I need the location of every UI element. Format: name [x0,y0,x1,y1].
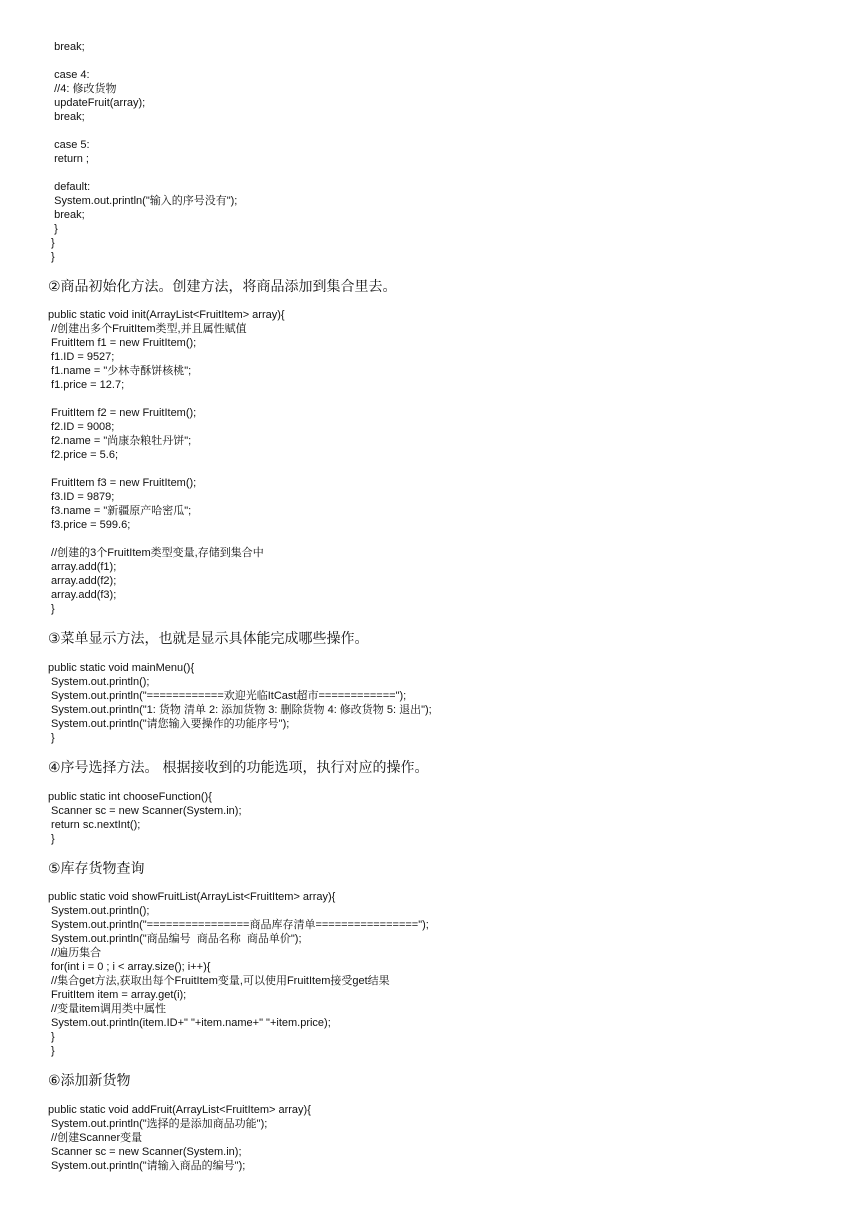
blank-line [48,124,237,138]
code-line: public static void init(ArrayList<FruitItem> array){ [48,309,285,321]
code-line: f2.name = "尚康杂粮牡丹饼"; [48,435,192,447]
code-line: public static int chooseFunction(){ [48,791,212,803]
code-line: Scanner sc = new Scanner(System.in); [48,805,242,817]
heading-init-method: ②商品初始化方法。创建方法，将商品添加到集合里去。 [48,278,397,294]
code-line: f3.name = "新疆原产哈密瓜"; [48,505,192,517]
code-line: f1.ID = 9527; [48,351,115,363]
code-block-switch-tail [48,40,237,264]
code-line: System.out.println("================商品库存清单================"); [48,919,429,931]
code-line: f2.price = 5.6; [48,449,119,461]
code-line: array.add(f2); [48,575,117,587]
code-line: //集合get方法,获取出每个FruitItem变量,可以使用FruitItem接受get结果 [48,975,390,987]
code-line: FruitItem item = array.get(i); [48,989,187,1001]
code-line: } [48,833,55,845]
code-line: //创建出多个FruitItem类型,并且属性赋值 [48,323,247,335]
code-line: System.out.println("============欢迎光临ItCast超市============"); [48,690,407,702]
code-line: //4: 修改货物 [48,83,117,95]
heading-show-fruit-list: ⑤库存货物查询 [48,860,145,876]
code-line: System.out.println(item.ID+" "+item.name+" "+item.price); [48,1017,331,1029]
code-line: break; [48,111,85,123]
code-block-add-fruit [48,1103,311,1173]
code-line: } [48,237,55,249]
code-line: //变量item调用类中属性 [48,1003,166,1015]
code-line: System.out.println(); [48,905,150,917]
code-line: } [48,251,55,263]
code-line: break; [48,41,85,53]
code-line: array.add(f1); [48,561,117,573]
heading-add-fruit: ⑥添加新货物 [48,1072,131,1088]
code-line: for(int i = 0 ; i < array.size(); i++){ [48,961,211,973]
code-line: f3.ID = 9879; [48,491,115,503]
code-line: System.out.println("请您输入要操作的功能序号"); [48,718,290,730]
code-line: case 5: [48,139,90,151]
code-line: f1.price = 12.7; [48,379,125,391]
code-block-main-menu [48,661,432,745]
blank-line [48,54,237,68]
blank-line [48,392,285,406]
code-line: System.out.println(); [48,676,150,688]
blank-line [48,462,285,476]
code-line: break; [48,209,85,221]
code-line: //遍历集合 [48,947,102,959]
code-line: System.out.println("1: 货物 清单 2: 添加货物 3: 删除货物 4: 修改货物 5: 退出"); [48,704,432,716]
code-line: System.out.println("商品编号 商品名称 商品单价"); [48,933,302,945]
code-line: } [48,1031,55,1043]
code-line: //创建Scanner变量 [48,1132,143,1144]
blank-line [48,166,237,180]
code-line: return ; [48,153,89,165]
code-line: updateFruit(array); [48,97,146,109]
code-line: f3.price = 599.6; [48,519,131,531]
code-line: System.out.println("请输入商品的编号"); [48,1160,246,1172]
code-block-show-fruit-list [48,890,429,1058]
code-line: FruitItem f2 = new FruitItem(); [48,407,197,419]
code-line: } [48,1045,55,1057]
code-line: FruitItem f1 = new FruitItem(); [48,337,197,349]
code-line: public static void mainMenu(){ [48,662,195,674]
code-line: } [48,603,55,615]
code-line: FruitItem f3 = new FruitItem(); [48,477,197,489]
code-line: Scanner sc = new Scanner(System.in); [48,1146,242,1158]
code-line: System.out.println("输入的序号没有"); [48,195,238,207]
code-line: f2.ID = 9008; [48,421,115,433]
code-line: System.out.println("选择的是添加商品功能"); [48,1118,268,1130]
code-line: return sc.nextInt(); [48,819,141,831]
heading-main-menu: ③菜单显示方法，也就是显示具体能完成哪些操作。 [48,630,369,646]
code-block-init [48,308,285,616]
code-line: f1.name = "少林寺酥饼核桃"; [48,365,192,377]
blank-line [48,532,285,546]
code-line: } [48,223,58,235]
heading-choose-function: ④序号选择方法。 根据接收到的功能选项，执行对应的操作。 [48,759,429,775]
code-block-choose-function [48,790,242,846]
code-line: public static void addFruit(ArrayList<FruitItem> array){ [48,1104,311,1116]
code-line: default: [48,181,91,193]
code-line: case 4: [48,69,90,81]
code-line: public static void showFruitList(ArrayList<FruitItem> array){ [48,891,336,903]
code-line: //创建的3个FruitItem类型变量,存储到集合中 [48,547,264,559]
code-line: } [48,732,55,744]
code-line: array.add(f3); [48,589,117,601]
